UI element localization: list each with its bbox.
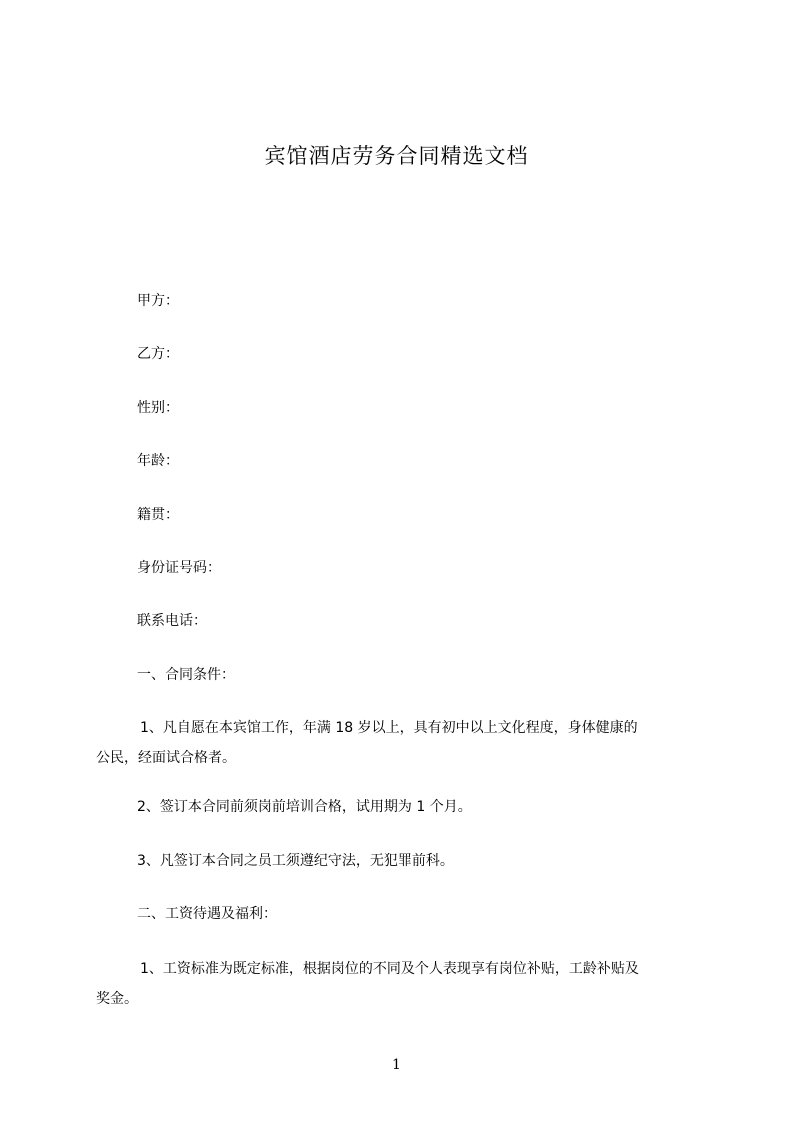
section-1-item-3: 3、凡签订本合同之员工须遵纪守法，无犯罪前科。 (137, 853, 454, 869)
field-native-place: 籍贯： (137, 507, 179, 523)
field-phone: 联系电话： (137, 613, 207, 629)
field-party-a: 甲方： (137, 293, 179, 309)
field-age: 年龄： (137, 453, 179, 469)
section-1-heading: 一、合同条件： (137, 667, 235, 683)
field-id-number: 身份证号码： (137, 560, 221, 576)
section-2-item-1-line-1: 1、工资标准为既定标准，根据岗位的不同及个人表现享有岗位补贴，工龄补贴及 (140, 961, 639, 977)
document-title: 宾馆酒店劳务合同精选文档 (264, 144, 529, 168)
section-2-item-1-line-2: 奖金。 (96, 991, 138, 1007)
section-2-item-1 (96, 954, 710, 1014)
field-party-b: 乙方： (137, 346, 179, 362)
section-2-heading: 二、工资待遇及福利： (137, 906, 277, 922)
section-1-item-2: 2、签订本合同前须岗前培训合格，试用期为 1 个月。 (137, 799, 472, 815)
section-1-item-1-line-1: 1、凡自愿在本宾馆工作，年满 18 岁以上，具有初中以上文化程度，身体健康的 (140, 720, 638, 736)
section-1-item-1 (96, 713, 710, 773)
section-1-item-1-line-2: 公民，经面试合格者。 (96, 750, 236, 766)
page-number: 1 (392, 1057, 401, 1073)
field-gender: 性别： (137, 400, 179, 416)
